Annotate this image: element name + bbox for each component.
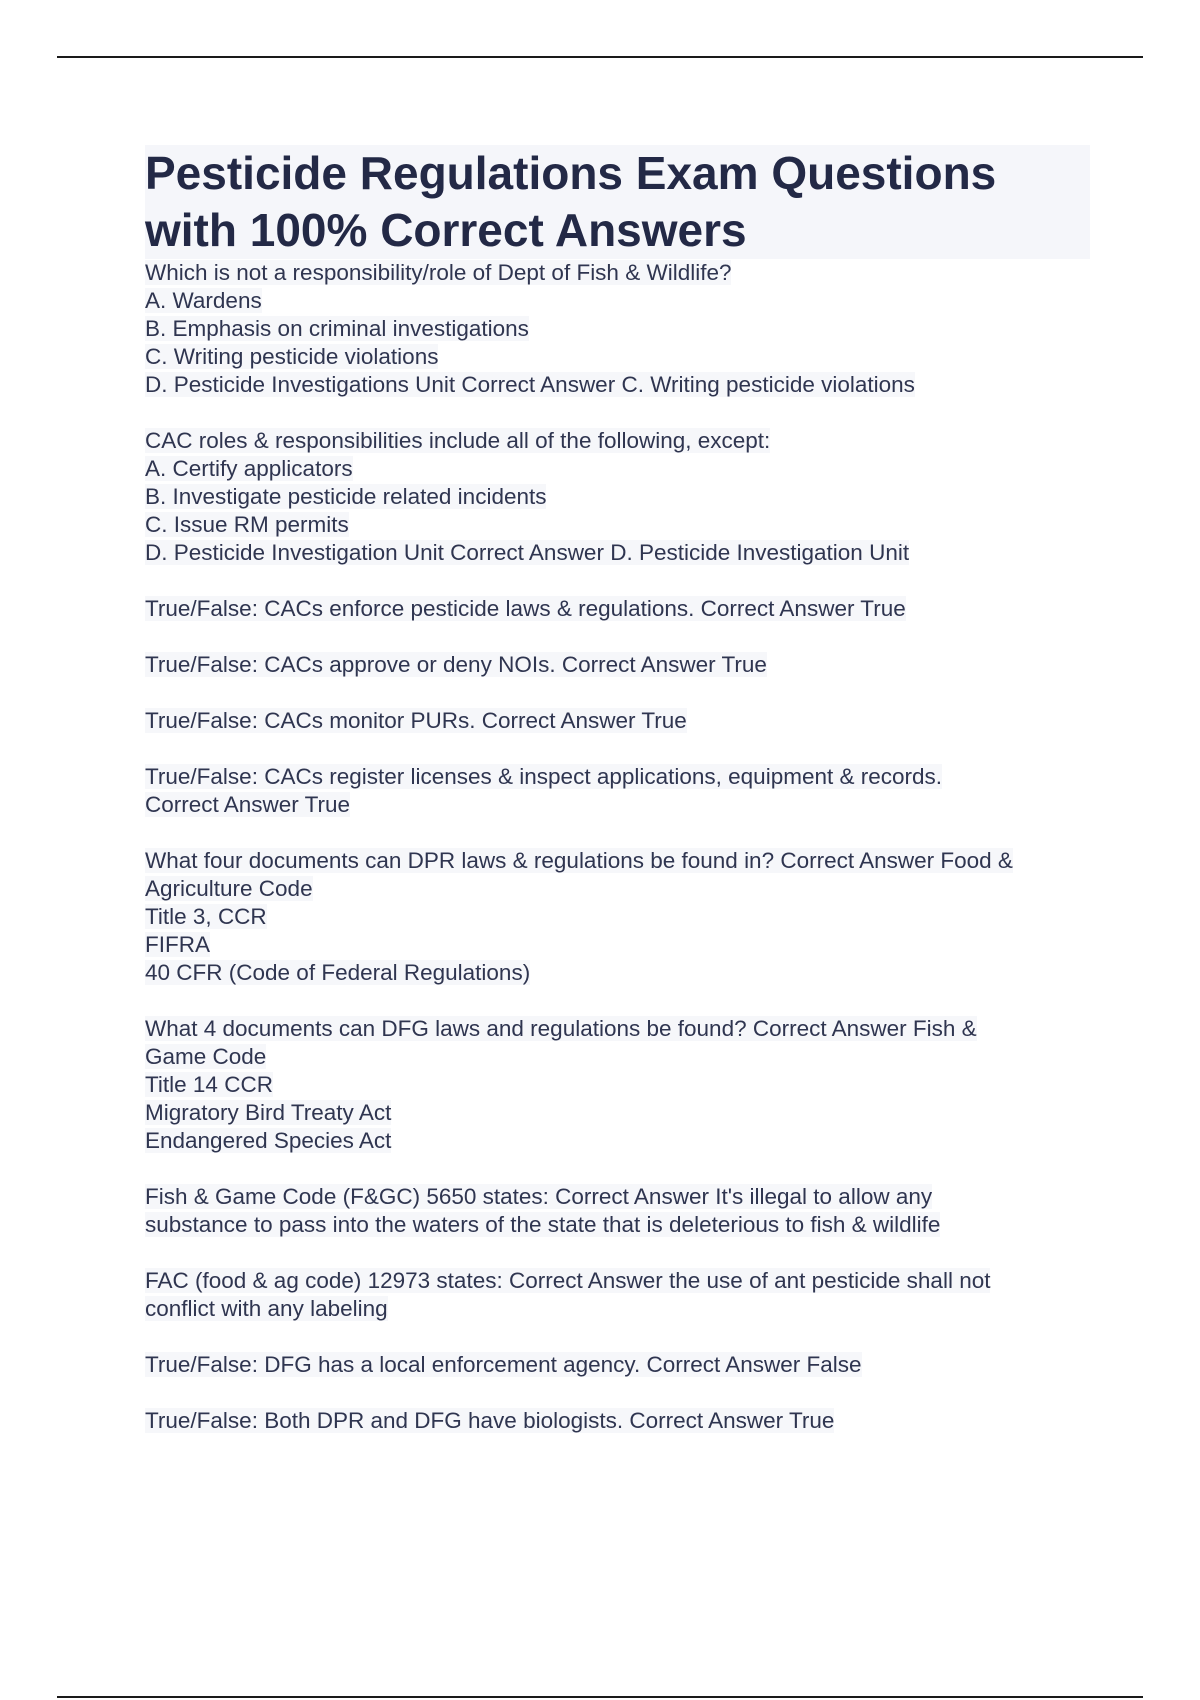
document-title bbox=[145, 145, 1090, 259]
question-line-text: B. Emphasis on criminal investigations bbox=[145, 316, 529, 341]
question-line bbox=[145, 651, 1090, 679]
question-block bbox=[145, 847, 1090, 987]
question-line-text: True/False: Both DPR and DFG have biologists. Correct Answer True bbox=[145, 1408, 835, 1433]
question-line-text: True/False: CACs monitor PURs. Correct Answer True bbox=[145, 708, 687, 733]
question-line bbox=[145, 1407, 1090, 1435]
question-line-text: A. Certify applicators bbox=[145, 456, 353, 481]
question-line bbox=[145, 371, 1090, 399]
question-line bbox=[145, 343, 1090, 371]
question-line-text: Which is not a responsibility/role of Dept of Fish & Wildlife? bbox=[145, 260, 732, 285]
question-line-text: CAC roles & responsibilities include all of the following, except: bbox=[145, 428, 771, 453]
question-line bbox=[145, 539, 1090, 567]
question-block bbox=[145, 707, 1090, 735]
question-line bbox=[145, 903, 1090, 931]
question-block bbox=[145, 651, 1090, 679]
question-line-text: What 4 documents can DFG laws and regulations be found? Correct Answer Fish & bbox=[145, 1016, 977, 1041]
question-line bbox=[145, 455, 1090, 483]
question-line bbox=[145, 1267, 1090, 1295]
question-line bbox=[145, 959, 1090, 987]
question-line-text: substance to pass into the waters of the state that is deleterious to fish & wildlife bbox=[145, 1212, 941, 1237]
question-line-text: Correct Answer True bbox=[145, 792, 351, 817]
question-line-text: True/False: CACs approve or deny NOIs. Correct Answer True bbox=[145, 652, 767, 677]
question-line bbox=[145, 511, 1090, 539]
question-line bbox=[145, 791, 1090, 819]
question-line bbox=[145, 287, 1090, 315]
question-list bbox=[145, 259, 1090, 1435]
question-line-text: C. Issue RM permits bbox=[145, 512, 349, 537]
question-line bbox=[145, 931, 1090, 959]
question-line bbox=[145, 847, 1090, 875]
question-block bbox=[145, 595, 1090, 623]
question-line bbox=[145, 1211, 1090, 1239]
bottom-rule bbox=[57, 1696, 1143, 1698]
question-line-text: A. Wardens bbox=[145, 288, 262, 313]
question-line-text: D. Pesticide Investigations Unit Correct Answer C. Writing pesticide violations bbox=[145, 372, 915, 397]
document-body bbox=[145, 145, 1090, 1463]
question-line-text: FAC (food & ag code) 12973 states: Correct Answer the use of ant pesticide shall not bbox=[145, 1268, 991, 1293]
question-line bbox=[145, 1099, 1090, 1127]
question-line-text: Title 14 CCR bbox=[145, 1072, 273, 1097]
question-block bbox=[145, 763, 1090, 819]
question-line-text: D. Pesticide Investigation Unit Correct Answer D. Pesticide Investigation Unit bbox=[145, 540, 910, 565]
question-line bbox=[145, 1043, 1090, 1071]
top-rule bbox=[57, 56, 1143, 58]
question-line bbox=[145, 763, 1090, 791]
question-line-text: True/False: DFG has a local enforcement agency. Correct Answer False bbox=[145, 1352, 862, 1377]
question-line-text: C. Writing pesticide violations bbox=[145, 344, 439, 369]
question-line bbox=[145, 427, 1090, 455]
question-block bbox=[145, 1015, 1090, 1155]
question-line-text: 40 CFR (Code of Federal Regulations) bbox=[145, 960, 531, 985]
question-block bbox=[145, 1267, 1090, 1323]
question-block bbox=[145, 1351, 1090, 1379]
question-line bbox=[145, 1351, 1090, 1379]
question-line-text: Fish & Game Code (F&GC) 5650 states: Correct Answer It's illegal to allow any bbox=[145, 1184, 933, 1209]
question-block bbox=[145, 427, 1090, 567]
question-line-text: What four documents can DPR laws & regulations be found in? Correct Answer Food & bbox=[145, 848, 1013, 873]
question-line-text: True/False: CACs enforce pesticide laws & regulations. Correct Answer True bbox=[145, 596, 906, 621]
question-line-text: Endangered Species Act bbox=[145, 1128, 392, 1153]
question-line-text: Game Code bbox=[145, 1044, 267, 1069]
question-line bbox=[145, 1295, 1090, 1323]
question-line bbox=[145, 1015, 1090, 1043]
question-line bbox=[145, 1071, 1090, 1099]
question-line-text: Title 3, CCR bbox=[145, 904, 267, 929]
title-line-1: Pesticide Regulations Exam Questions bbox=[145, 147, 997, 199]
question-line-text: conflict with any labeling bbox=[145, 1296, 388, 1321]
title-line-2: with 100% Correct Answers bbox=[145, 204, 747, 256]
question-block bbox=[145, 1407, 1090, 1435]
question-line bbox=[145, 483, 1090, 511]
question-line bbox=[145, 1183, 1090, 1211]
question-line-text: Agriculture Code bbox=[145, 876, 313, 901]
question-line bbox=[145, 875, 1090, 903]
question-block bbox=[145, 1183, 1090, 1239]
question-line bbox=[145, 707, 1090, 735]
question-line-text: B. Investigate pesticide related incidents bbox=[145, 484, 547, 509]
question-block bbox=[145, 259, 1090, 399]
question-line-text: True/False: CACs register licenses & inspect applications, equipment & records. bbox=[145, 764, 943, 789]
question-line-text: FIFRA bbox=[145, 932, 210, 957]
question-line bbox=[145, 1127, 1090, 1155]
question-line bbox=[145, 259, 1090, 287]
question-line bbox=[145, 595, 1090, 623]
question-line-text: Migratory Bird Treaty Act bbox=[145, 1100, 392, 1125]
question-line bbox=[145, 315, 1090, 343]
